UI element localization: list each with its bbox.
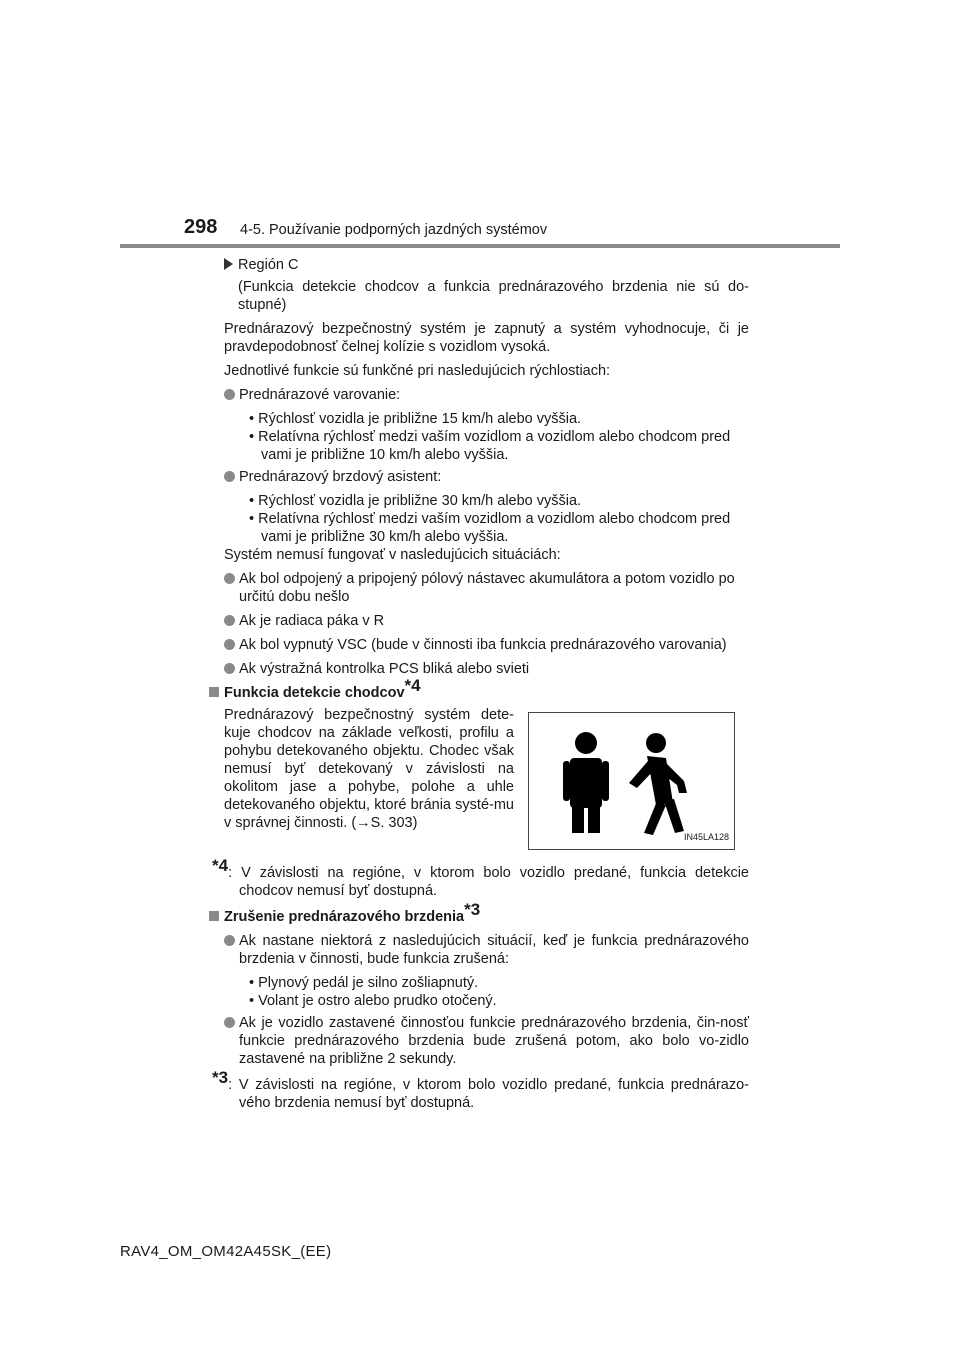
region-c-note: (Funkcia detekcie chodcov a funkcia prednárazového brzdenia nie sú do-stupné) [238,279,749,313]
footnote-mark: *3 [464,900,481,920]
list-item: Ak výstražná kontrolka PCS bliká alebo svieti [224,660,749,678]
footer-doc-code: RAV4_OM_OM42A45SK_(EE) [120,1243,332,1260]
round-bullet-icon [224,471,235,482]
region-c-line [224,256,749,274]
list-item: • Rýchlosť vozidla je približne 30 km/h alebo vyššia. [249,493,582,509]
warning-label: Prednárazové varovanie: [239,387,401,403]
header-rule [120,244,840,248]
intro-paragraph: Prednárazový bezpečnostný systém je zapnutý a systém vyhodnocuje, či je pravdepodobnosť čelnej kolízie s vozidlom vysoká. [224,321,749,355]
round-bullet-icon [224,663,235,674]
region-c-label: Región C [238,257,299,273]
cancel-footnote: $^{*3}$: V závislosti na regióne, v ktorom bolo vozidlo predané, funkcia prednárazo-vého brzdenia nemusí byť dostupná. [212,1068,749,1111]
pedestrian-footnote: $^{*4}$: V závislosti na regióne, v ktorom bolo vozidlo predané, funkcia detekcie chodcov nemusí byť dostupná. [212,856,749,899]
round-bullet-icon [224,935,235,946]
round-bullet-icon [224,639,235,650]
section-title: 4-5. Používanie podporných jazdných systémov [240,222,548,238]
pedestrian-heading: Funkcia detekcie chodcov$^{*4}$ [209,684,749,702]
pedestrian-text: Prednárazový bezpečnostný systém dete-kuje chodcov na základe veľkosti, profilu a pohybu detekovaného objektu. Chodec však nemusí byť detekovaný v závislosti na okolitom jase a pohybe, polohe a uhle detekovaného objektu, ktoré bránia systé-mu v správnej činnosti. (→S. 303) [224,707,514,831]
triangle-bullet-icon [224,258,233,270]
cancel-sub-list [224,974,749,1010]
pedestrian-figure [528,712,735,850]
list-item: Ak bol odpojený a pripojený pólový nástavec akumulátora a potom vozidlo po určitú dobu nešlo [224,570,749,606]
brake-assist-list [224,492,749,546]
round-bullet-icon [224,1017,235,1028]
list-item: Ak je vozidlo zastavené činnosťou funkcie prednárazového brzdenia, čin-nosť funkcie prednárazového brzdenia bude zrušená potom, ako bolo vo-zidlo zastavené na približne 2 sekundy. [224,1014,749,1068]
brake-assist-label: Prednárazový brzdový asistent: [239,469,442,485]
square-bullet-icon [209,687,219,697]
round-bullet-icon [224,389,235,400]
pedestrian-section [224,706,749,850]
round-bullet-icon [224,573,235,584]
speeds-intro: Jednotlivé funkcie sú funkčné pri nasledujúcich rýchlostiach: [224,363,611,379]
list-item: • Relatívna rýchlosť medzi vaším vozidlom a vozidlom alebo chodcom pred vami je približne 10 km/h alebo vyššia. [249,429,731,463]
round-bullet-icon [224,615,235,626]
warning-heading [224,386,749,404]
figure-code: IN45LA128 [683,832,729,842]
list-item: • Plynový pedál je silno zošliapnutý. [249,975,479,991]
list-item: • Rýchlosť vozidla je približne 15 km/h alebo vyššia. [249,411,582,427]
cancel-heading: Zrušenie prednárazového brzdenia$^{*3}$ [209,908,749,926]
warning-list [224,410,749,464]
list-item: Ak bol vypnutý VSC (bude v činnosti iba funkcia prednárazového varovania) [224,636,749,654]
list-item: • Relatívna rýchlosť medzi vaším vozidlom a vozidlom alebo chodcom pred vami je približne 30 km/h alebo vyššia. [249,511,731,545]
main-content [212,254,749,1112]
brake-assist-heading [224,468,749,486]
page-number: 298 [184,216,218,238]
list-item: Ak je radiaca páka v R [224,612,749,630]
list-item: • Volant je ostro alebo prudko otočený. [249,993,497,1009]
list-item: Ak nastane niektorá z nasledujúcich situácií, keď je funkcia prednárazového brzdenia v činnosti, bude funkcia zrušená: [224,932,749,968]
not-work-intro: Systém nemusí fungovať v nasledujúcich situáciách: [224,547,561,563]
square-bullet-icon [209,911,219,921]
footnote-mark: *4 [404,676,421,696]
